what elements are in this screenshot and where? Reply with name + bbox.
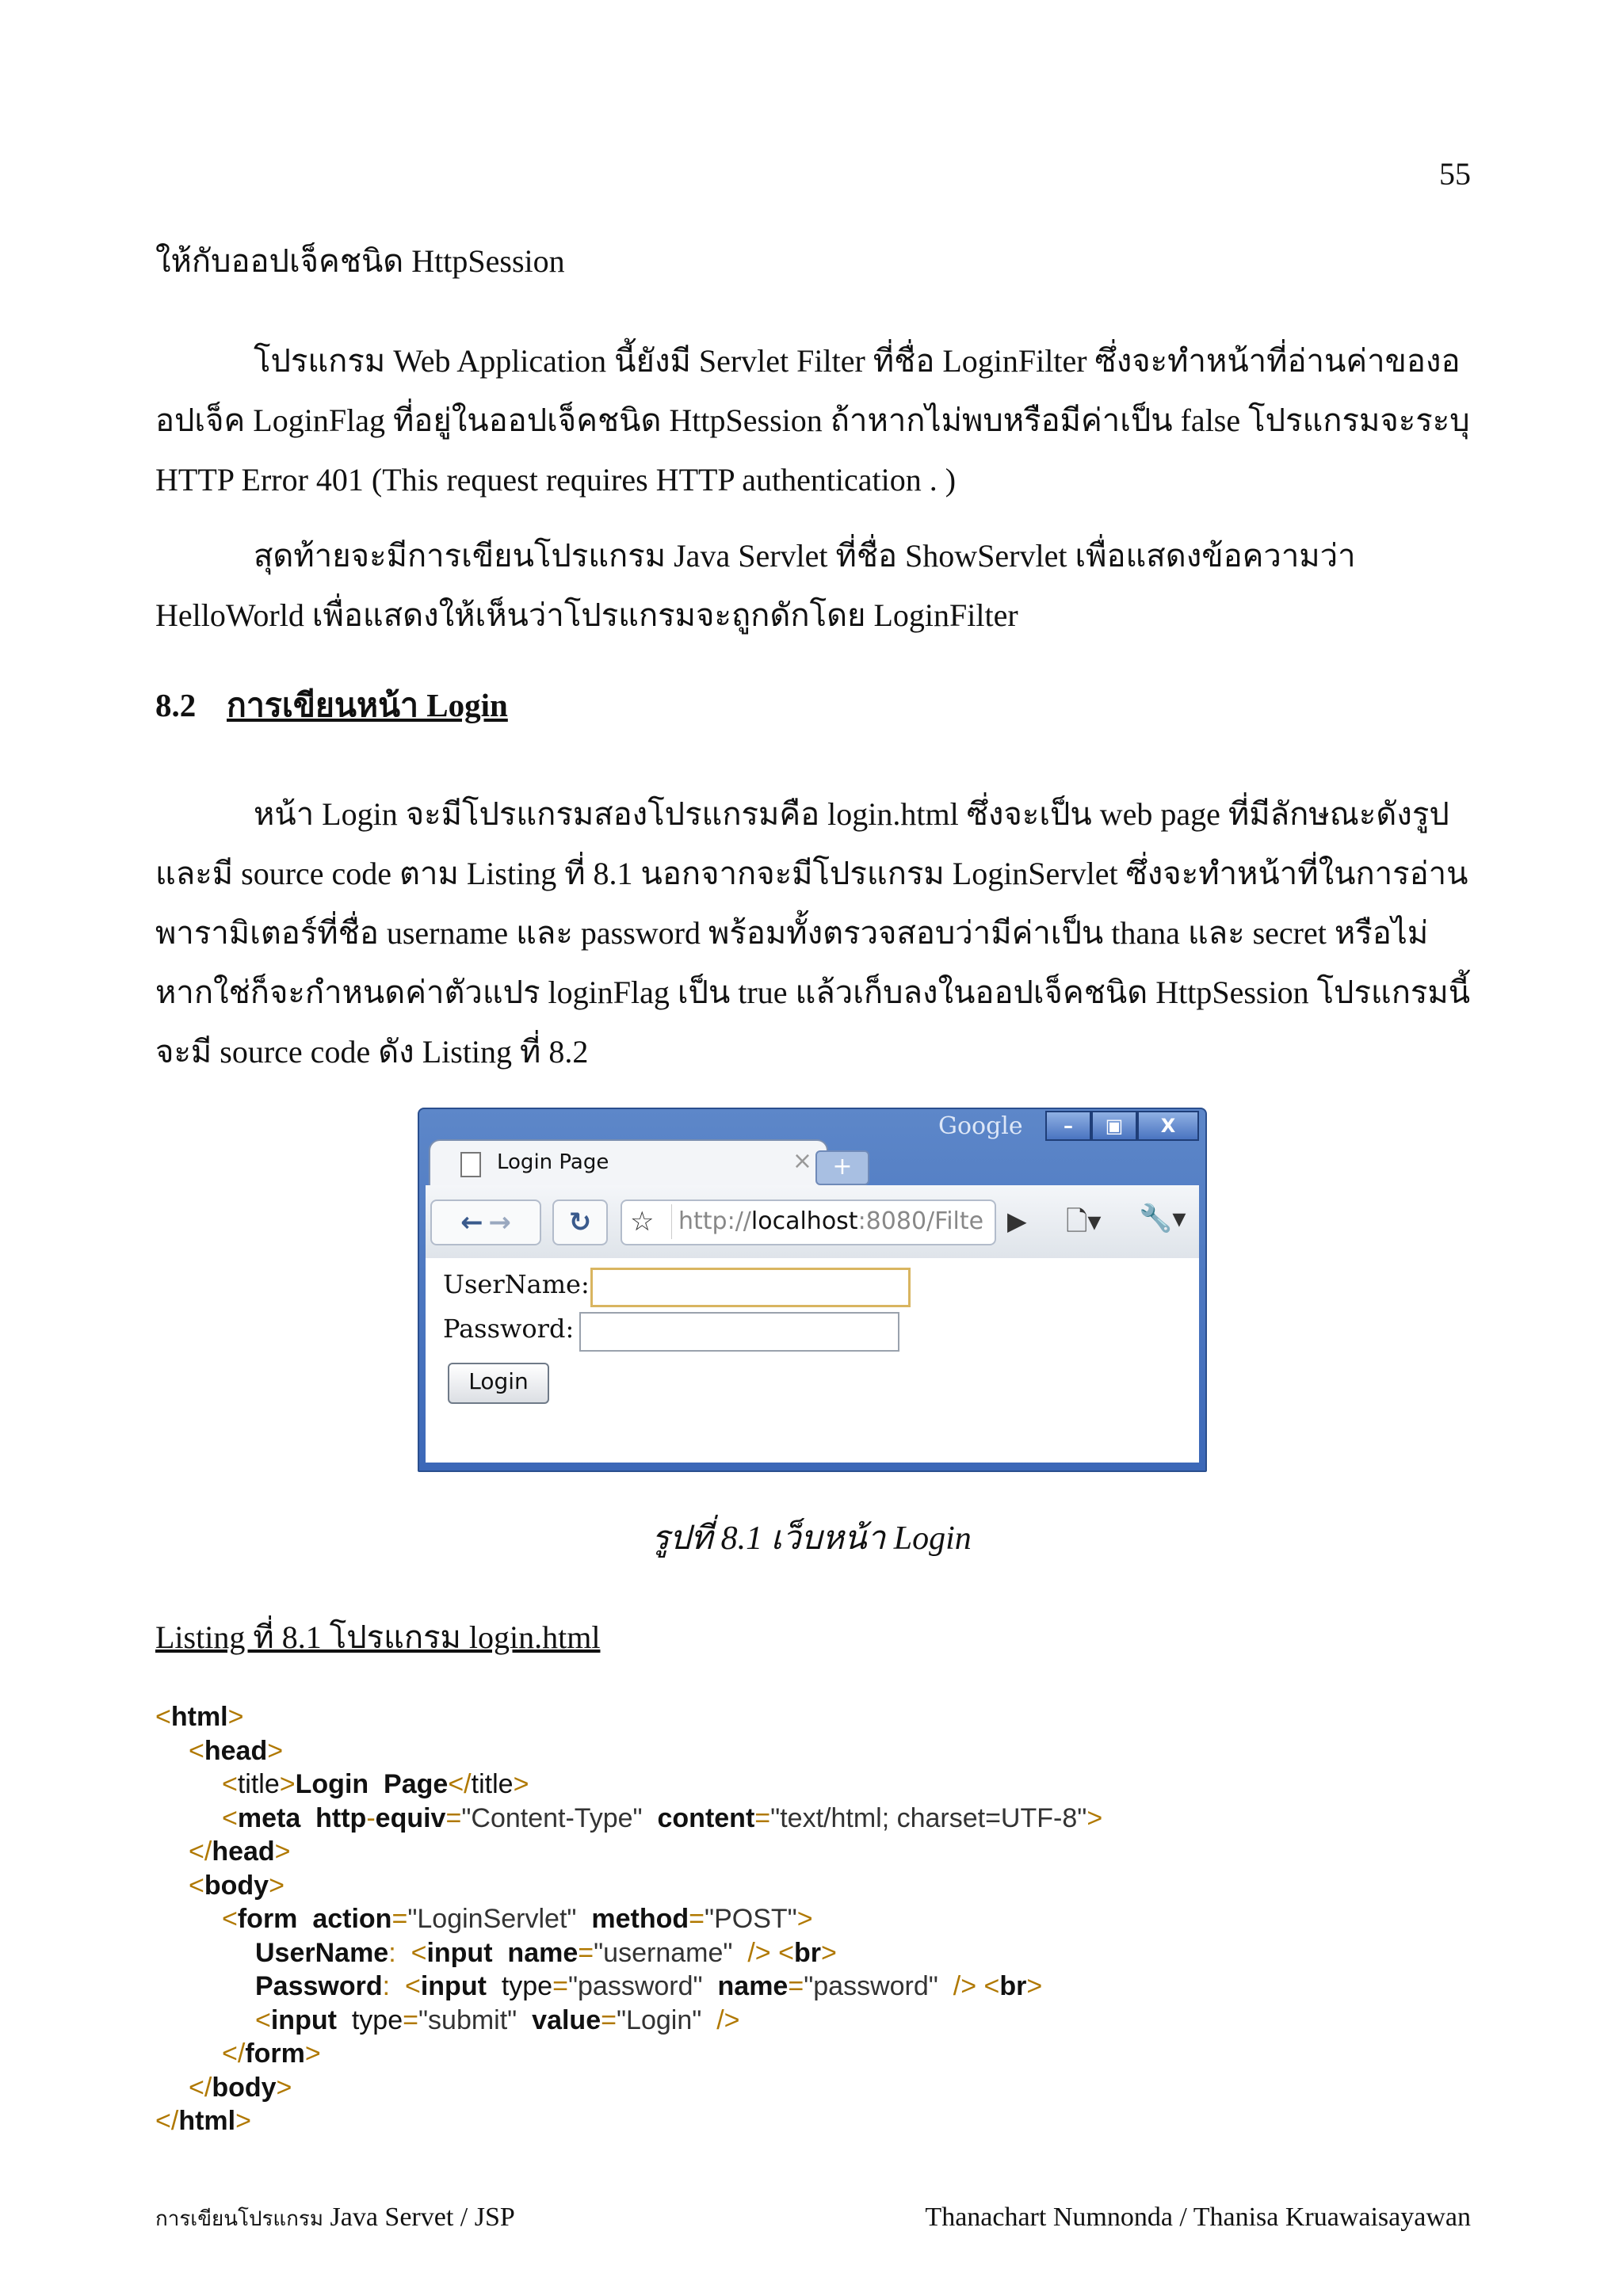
code-listing bbox=[155, 1700, 1102, 2138]
url-host: localhost bbox=[750, 1207, 858, 1235]
tab-title: Login Page bbox=[497, 1150, 609, 1174]
code-token: "POST" bbox=[705, 1904, 797, 1934]
google-brand: Google bbox=[938, 1112, 1023, 1140]
code-token: = bbox=[601, 2004, 617, 2035]
code-token: : bbox=[382, 1971, 391, 2001]
code-token: = bbox=[788, 1971, 804, 2001]
browser-toolbar bbox=[426, 1185, 1199, 1259]
figure-caption: รูปที่ 8.1 เว็บหน้า Login bbox=[651, 1520, 972, 1557]
tab-login-page[interactable] bbox=[429, 1139, 828, 1188]
code-line bbox=[155, 1970, 1102, 2004]
code-token: input bbox=[426, 1937, 493, 1968]
code-line bbox=[155, 1734, 1102, 1768]
back-arrow-icon[interactable]: ← bbox=[460, 1207, 483, 1238]
code-line bbox=[155, 1768, 1102, 1802]
code-token: body bbox=[212, 2072, 277, 2103]
section-heading bbox=[155, 680, 508, 731]
code-token: < bbox=[155, 1702, 171, 1732]
code-token: </ bbox=[448, 1769, 472, 1799]
code-token: name bbox=[507, 1937, 579, 1968]
code-token: > bbox=[269, 1870, 285, 1901]
code-token: </ bbox=[155, 2106, 179, 2136]
code-token: method bbox=[591, 1904, 689, 1934]
code-line bbox=[155, 1835, 1102, 1869]
code-token: > bbox=[276, 2072, 292, 2103]
code-token: "LoginServlet" bbox=[407, 1904, 577, 1934]
code-token: equiv bbox=[375, 1802, 446, 1833]
tab-close-icon[interactable]: × bbox=[792, 1147, 812, 1175]
code-token: "username" bbox=[594, 1937, 733, 1968]
code-token: "Content-Type" bbox=[461, 1802, 643, 1833]
password-input[interactable] bbox=[579, 1312, 899, 1352]
code-token: html bbox=[170, 1702, 228, 1732]
code-token: < bbox=[404, 1971, 421, 2001]
code-token: Login Page bbox=[295, 1769, 449, 1799]
code-token: value bbox=[532, 2004, 601, 2035]
url-rest: :8080/Filte bbox=[857, 1207, 984, 1235]
footer-left bbox=[155, 2203, 515, 2235]
code-line bbox=[155, 2071, 1102, 2105]
url-prefix: http:// bbox=[678, 1207, 751, 1235]
footer-left-thai: การเขียนโปรแกรม bbox=[155, 2207, 324, 2230]
code-token: < bbox=[222, 1769, 238, 1799]
code-token: > bbox=[304, 2039, 321, 2069]
code-token: > bbox=[227, 1702, 244, 1732]
code-token: input bbox=[420, 1971, 487, 2001]
forward-arrow-icon[interactable]: → bbox=[488, 1207, 511, 1238]
code-token: </ bbox=[222, 2039, 246, 2069]
star-icon[interactable]: ☆ bbox=[630, 1206, 655, 1238]
paragraph-2: โปรแกรม Web Application นี้ยังมี Servlet Filter ที่ชื่อ LoginFilter ซึ่งจะทำหน้าที่อ่านค่าของออปเจ็ค LoginFlag ที่อยู่ในออปเจ็คชนิด HttpSession ถ้าหากไม่พบหรือมีค่าเป็น false โปรแกรมจะระบุ HTTP Error 401 (This request requires HTTP authentication . ) bbox=[155, 343, 1470, 498]
code-token: < bbox=[189, 1870, 204, 1901]
page-menu-icon[interactable]: 🗋▾ bbox=[1066, 1206, 1102, 1238]
code-token: input bbox=[270, 2004, 337, 2035]
code-token: < bbox=[222, 1802, 238, 1833]
code-token: < bbox=[983, 1971, 1000, 2001]
back-forward-buttons[interactable] bbox=[430, 1199, 541, 1245]
code-token: type bbox=[351, 2004, 403, 2035]
code-token: > bbox=[820, 1937, 837, 1968]
code-line bbox=[155, 1936, 1102, 1970]
code-token: = bbox=[445, 1802, 462, 1833]
code-token: > bbox=[513, 1769, 529, 1799]
code-token: form bbox=[245, 2039, 305, 2069]
code-token: /> bbox=[953, 1971, 977, 2001]
page-content bbox=[426, 1258, 1199, 1463]
code-line bbox=[155, 1902, 1102, 1936]
code-token: > bbox=[1026, 1971, 1043, 2001]
footer-left-english: Java Servet / JSP bbox=[330, 2203, 515, 2232]
code-token: "password" bbox=[804, 1971, 938, 2001]
address-bar[interactable] bbox=[621, 1199, 996, 1245]
code-token: = bbox=[754, 1802, 771, 1833]
code-token: title bbox=[237, 1769, 280, 1799]
code-token: http bbox=[315, 1802, 367, 1833]
code-token: UserName bbox=[255, 1937, 389, 1968]
page-number: 55 bbox=[1439, 156, 1471, 192]
login-button[interactable]: Login bbox=[448, 1363, 549, 1404]
code-token: form bbox=[237, 1904, 298, 1934]
code-token: </ bbox=[189, 2072, 212, 2103]
code-token: "Login" bbox=[616, 2004, 702, 2035]
code-token: = bbox=[403, 2004, 418, 2035]
reload-icon: ↻ bbox=[568, 1207, 592, 1238]
close-icon[interactable]: X bbox=[1137, 1111, 1199, 1141]
window-controls bbox=[1045, 1111, 1199, 1141]
browser-screenshot-figure bbox=[418, 1108, 1207, 1472]
paragraph-4: หน้า Login จะมีโปรแกรมสองโปรแกรมคือ login.html ซึ่งจะเป็น web page ที่มีลักษณะดังรูป และมี source code ตาม Listing ที่ 8.1 นอกจากจะมีโปรแกรม LoginServlet ซึ่งจะทำหน้าที่ในการอ่านพารามิเตอร์ที่ชื่อ username และ password พร้อมทั้งตรวจสอบว่ามีค่าเป็น thana และ secret หรือไม่ หากใช่ก็จะกำหนดค่าตัวแปร loginFlag เป็น true แล้วเก็บลงในออปเจ็คชนิด HttpSession โปรแกรมนี้จะมี source code ดัง Listing ที่ 8.2 bbox=[155, 796, 1471, 1070]
maximize-icon[interactable]: ▣ bbox=[1091, 1111, 1137, 1141]
code-token: = bbox=[578, 1937, 594, 1968]
code-token: </ bbox=[189, 1836, 212, 1867]
code-token: "text/html; charset=UTF-8" bbox=[770, 1802, 1087, 1833]
code-token: = bbox=[552, 1971, 568, 2001]
minimize-icon[interactable]: – bbox=[1045, 1111, 1091, 1141]
code-token: > bbox=[274, 1836, 291, 1867]
code-token: = bbox=[391, 1904, 408, 1934]
url-text[interactable] bbox=[671, 1204, 995, 1239]
code-token: : bbox=[388, 1937, 396, 1968]
code-token: head bbox=[212, 1836, 275, 1867]
code-token: type bbox=[501, 1971, 553, 2001]
code-token: html bbox=[178, 2106, 236, 2136]
code-token: > bbox=[279, 1769, 296, 1799]
new-tab-button[interactable]: + bbox=[815, 1150, 869, 1185]
code-token: < bbox=[411, 1937, 427, 1968]
footer-right: Thanachart Numnonda / Thanisa Kruawaisayawan bbox=[925, 2203, 1471, 2232]
code-token: = bbox=[689, 1904, 705, 1934]
code-token: > bbox=[267, 1735, 284, 1766]
code-line bbox=[155, 2037, 1102, 2071]
code-token: br bbox=[793, 1937, 821, 1968]
code-token: /> bbox=[716, 2004, 740, 2035]
browser-window bbox=[418, 1108, 1207, 1472]
code-token: < bbox=[222, 1904, 238, 1934]
code-token: < bbox=[255, 2004, 271, 2035]
code-line bbox=[155, 1802, 1102, 1836]
username-label: UserName: bbox=[443, 1269, 590, 1299]
code-line bbox=[155, 2104, 1102, 2138]
code-token: > bbox=[235, 2106, 251, 2136]
code-token: meta bbox=[237, 1802, 301, 1833]
username-input[interactable] bbox=[590, 1268, 911, 1307]
code-token: /> bbox=[747, 1937, 771, 1968]
paragraph-3: สุดท้ายจะมีการเขียนโปรแกรม Java Servlet ที่ชื่อ ShowServlet เพื่อแสดงข้อความว่า HelloWorld เพื่อแสดงให้เห็นว่าโปรแกรมจะถูกดักโดย LoginFilter bbox=[155, 538, 1356, 633]
reload-button[interactable] bbox=[552, 1199, 608, 1245]
go-icon[interactable]: ▶ bbox=[1007, 1206, 1027, 1236]
code-token: > bbox=[796, 1904, 813, 1934]
page-icon bbox=[460, 1152, 481, 1177]
paragraph-1: ให้กับออปเจ็คชนิด HttpSession bbox=[155, 243, 565, 279]
code-token: content bbox=[657, 1802, 755, 1833]
code-line bbox=[155, 1869, 1102, 1903]
code-token: Password bbox=[255, 1971, 383, 2001]
code-token: - bbox=[366, 1802, 376, 1833]
code-line bbox=[155, 1700, 1102, 1734]
code-line bbox=[155, 2004, 1102, 2038]
section-title: การเขียนหน้า Login bbox=[227, 687, 508, 723]
section-number: 8.2 bbox=[155, 687, 197, 723]
code-token: "password" bbox=[567, 1971, 703, 2001]
wrench-menu-icon[interactable]: 🔧▾ bbox=[1139, 1203, 1186, 1234]
code-token: br bbox=[999, 1971, 1027, 2001]
code-token: > bbox=[1086, 1802, 1103, 1833]
listing-title: Listing ที่ 8.1 โปรแกรม login.html bbox=[155, 1619, 601, 1655]
code-token: head bbox=[204, 1735, 268, 1766]
code-token: name bbox=[717, 1971, 789, 2001]
code-token: body bbox=[204, 1870, 269, 1901]
password-label: Password: bbox=[443, 1314, 575, 1344]
code-token: action bbox=[312, 1904, 392, 1934]
code-token: title bbox=[471, 1769, 514, 1799]
code-token: "submit" bbox=[418, 2004, 517, 2035]
code-token: < bbox=[778, 1937, 794, 1968]
code-token: < bbox=[189, 1735, 204, 1766]
